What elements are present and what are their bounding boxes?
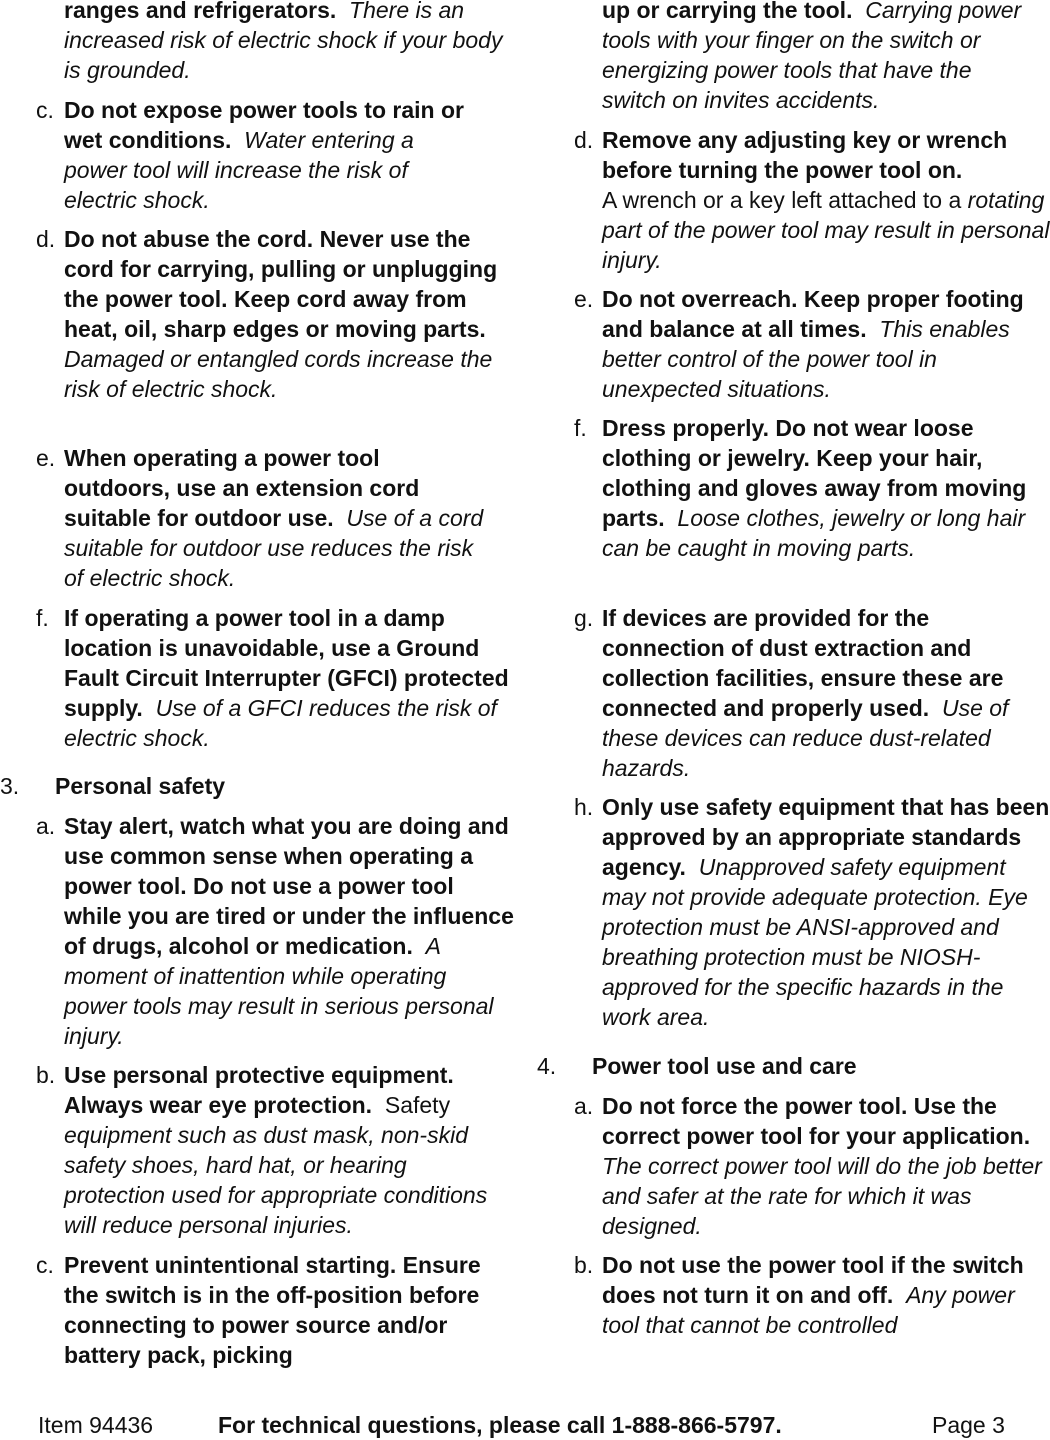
- item-bold-text: Do not overreach. Keep proper footing and balance at all times.: [602, 286, 1024, 342]
- list-item: [537, 603, 1050, 783]
- item-bold-text: Do not expose power tools to rain or wet conditions.: [64, 97, 464, 153]
- item-bold-text: Stay alert, watch what you are doing and use common sense when operating a power tool. Do not use a power tool while you are tired or under the influence of drugs, alcohol or medication.: [64, 813, 514, 959]
- list-item: [537, 125, 1050, 275]
- item-bold-text: ranges and refrigerators.: [64, 0, 337, 23]
- footer-item-number: Item 94436: [38, 1412, 154, 1438]
- list-item: [537, 413, 1050, 563]
- item-letter: c.: [36, 97, 54, 123]
- item-letter: f.: [574, 415, 587, 441]
- section-title: Power tool use and care: [592, 1053, 857, 1079]
- list-item: [0, 811, 514, 1051]
- list-item: [537, 284, 1050, 404]
- item-italic-text: Loose clothes, jewelry or long hair can be caught in moving parts.: [602, 505, 1026, 561]
- section-title: Personal safety: [55, 773, 226, 799]
- item-italic-text: equipment such as dust mask, non-skid safety shoes, hard hat, or hearing protection used for appropriate conditions will reduce personal injuries.: [64, 1122, 488, 1238]
- item-italic-text: Damaged or entangled cords increase the risk of electric shock.: [64, 346, 493, 402]
- item-letter: a.: [574, 1093, 594, 1119]
- item-letter: a.: [36, 813, 56, 839]
- item-italic-text: Any power tool that cannot be controlled: [602, 1282, 1015, 1338]
- list-item: [0, 603, 509, 753]
- item-bold-text: Do not use the power tool if the switch does not turn it on and off.: [602, 1252, 1024, 1308]
- item-letter: b.: [574, 1252, 594, 1278]
- section-heading: [537, 1051, 1050, 1081]
- list-item: [0, 1060, 504, 1240]
- item-bold-text: Only use safety equipment that has been approved by an appropriate standards agency.: [602, 794, 1050, 880]
- item-italic-text: Use of a GFCI reduces the risk of electric shock.: [64, 695, 497, 751]
- item-bold-text: Do not force the power tool. Use the correct power tool for your application.: [602, 1093, 1031, 1149]
- item-italic-text: A moment of inattention while operating power tools may result in serious personal injury.: [64, 933, 494, 1049]
- list-item: [537, 1091, 1050, 1241]
- item-letter: h.: [574, 794, 594, 820]
- item-italic-text: rotating part of the power tool may result in personal injury.: [602, 187, 1050, 273]
- item-italic-text: This enables better control of the power tool in unexpected situations.: [602, 316, 1010, 402]
- item-bold-text: Use personal protective equipment. Always wear eye protection.: [64, 1062, 454, 1118]
- list-item: [537, 792, 1050, 1032]
- list-item: [0, 1250, 509, 1370]
- item-letter: e.: [574, 286, 594, 312]
- item-letter: c.: [36, 1252, 54, 1278]
- item-italic-text: Carrying power tools with your finger on the switch or energizing power tools that have the switch on invites accidents.: [602, 0, 1022, 113]
- item-bold-text: If devices are provided for the connection of dust extraction and collection facilities, ensure these are connected and properly used.: [602, 605, 1004, 721]
- item-italic-text: Use of these devices can reduce dust-related hazards.: [602, 695, 1009, 781]
- item-plain-text: Safety: [384, 1092, 451, 1118]
- item-bold-text: If operating a power tool in a damp location is unavoidable, use a Ground Fault Circuit Interrupter (GFCI) protected supply.: [64, 605, 509, 721]
- list-item: [0, 95, 474, 215]
- item-letter: d.: [574, 127, 594, 153]
- item-letter: f.: [36, 605, 49, 631]
- item-bold-text: Dress properly. Do not wear loose clothing or jewelry. Keep your hair, clothing and gloves away from moving parts.: [602, 415, 1027, 531]
- list-item: [0, 224, 500, 404]
- section-number: 3.: [0, 773, 20, 799]
- item-bold-text: Do not abuse the cord. Never use the cord for carrying, pulling or unplugging the power tool. Keep cord away from heat, oil, sharp edges or moving parts.: [64, 226, 498, 342]
- item-bold-text: Prevent unintentional starting. Ensure the switch is in the off-position before connecting to power source and/or battery pack, picking: [64, 1252, 481, 1368]
- item-italic-text: Use of a cord suitable for outdoor use reduces the risk of electric shock.: [64, 505, 484, 591]
- item-letter: d.: [36, 226, 56, 252]
- item-bold-text: When operating a power tool outdoors, use an extension cord suitable for outdoor use.: [64, 445, 420, 531]
- page-number: Page 3: [932, 1412, 1005, 1438]
- list-item: [0, 443, 484, 593]
- section-heading: [0, 771, 515, 801]
- section-number: 4.: [537, 1053, 557, 1079]
- item-italic-text: Water entering a power tool will increase the risk of electric shock.: [64, 127, 414, 213]
- item-plain-text: A wrench or a key left attached to a: [602, 187, 962, 213]
- item-bold-text: up or carrying the tool.: [602, 0, 853, 23]
- item-italic-text: There is an increased risk of electric shock if your body is grounded.: [64, 0, 503, 83]
- item-letter: b.: [36, 1062, 56, 1088]
- list-item: [537, 1250, 1050, 1340]
- item-italic-text: Unapproved safety equipment may not provide adequate protection. Eye protection must be ANSI-approved and breathing protection must be NIOSH-approved for the specific hazards in the work area.: [602, 854, 1028, 1030]
- item-italic-text: The correct power tool will do the job better and safer at the rate for which it was designed.: [602, 1153, 1042, 1239]
- item-bold-text: Remove any adjusting key or wrench before turning the power tool on.: [602, 127, 1008, 183]
- footer-phone: For technical questions, please call 1-888-866-5797.: [218, 1412, 782, 1438]
- list-item: [0, 0, 504, 85]
- item-letter: g.: [574, 605, 594, 631]
- list-item: [537, 0, 1022, 115]
- item-letter: e.: [36, 445, 56, 471]
